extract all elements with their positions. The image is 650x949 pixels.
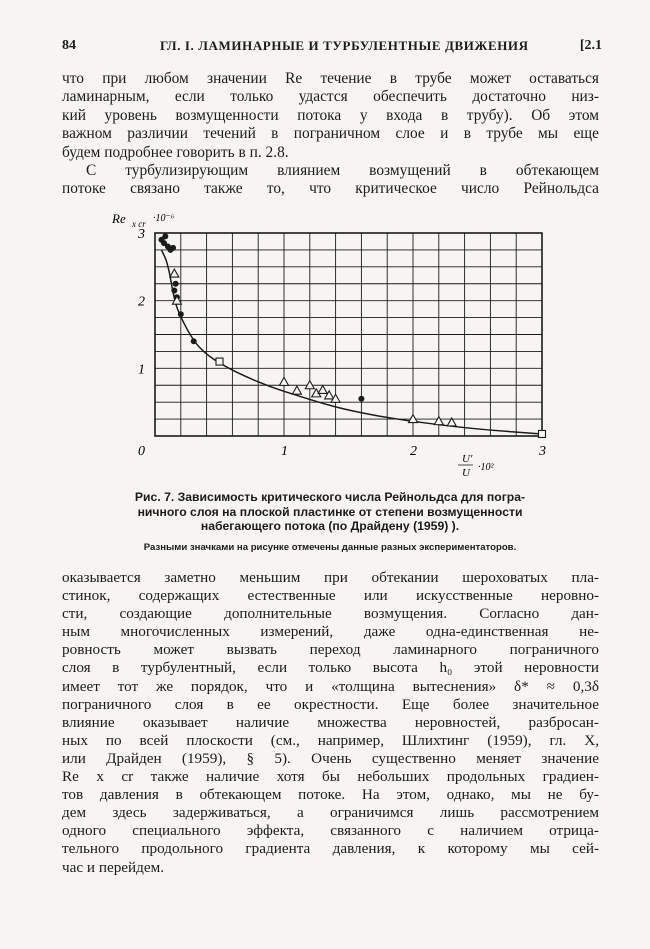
caption-line: Рис. 7. Зависимость критического числа Рейнольдса для погра- — [134, 490, 526, 504]
text-line: тельного продольного градиента давления, к которому мы сей- — [62, 840, 599, 858]
text-line: будем подробнее говорить в п. 2.8. — [62, 143, 289, 161]
data-point-dot — [358, 396, 364, 402]
paragraph-1 — [62, 70, 599, 162]
data-point-triangle — [170, 269, 179, 277]
data-point-triangle — [409, 415, 418, 423]
text-line: час и перейдем. — [62, 858, 165, 876]
x-axis-numerator: U′ — [462, 453, 473, 465]
y-axis-factor: ·10⁻⁶ — [153, 213, 175, 224]
data-point-dot — [178, 311, 184, 317]
text-line: ных по всей плоскости (см., например, Шлихтинг (1959), гл. X, — [62, 731, 599, 749]
text-line: влияние оказывает наличие множества неровностей, разбросан- — [62, 713, 599, 731]
y-tick-label: 2 — [138, 294, 145, 310]
x-tick-label: 0 — [138, 444, 145, 459]
data-point-dot — [162, 233, 168, 239]
running-header — [62, 38, 602, 58]
text-line: слоя в турбулентный, если только высота h₀ этой неровности — [62, 659, 599, 677]
text-line: или Драйден (1959), § 5). Очень существенно меняет значение — [62, 749, 599, 767]
text-line: С турбулизирующим влиянием возмущений в обтекающем — [86, 162, 599, 179]
chart-grid — [155, 233, 542, 436]
data-point-dot — [173, 281, 179, 287]
data-point-triangle — [318, 385, 327, 393]
text-line: важном различии течений в пограничном слое и в трубе мы еще — [62, 125, 599, 143]
data-markers — [158, 233, 545, 437]
data-point-triangle — [305, 381, 314, 389]
fit-curve — [161, 250, 542, 434]
text-line: оказывается заметно меньшим при обтекании шероховатых пла- — [62, 569, 599, 586]
chapter-title: ГЛ. I. ЛАМИНАРНЫЕ И ТУРБУЛЕНТНЫЕ ДВИЖЕНИЯ — [160, 38, 529, 53]
text-line: одного специального эффекта, связанного с наличием отрица- — [62, 822, 599, 840]
data-point-square — [539, 430, 546, 437]
caption-line: ничного слоя на плоской пластинке от степени возмущенности — [137, 504, 523, 519]
data-point-dot — [191, 338, 197, 344]
x-tick-label: 2 — [410, 444, 417, 459]
text-line: что при любом значении Re течение в трубе может оставаться — [62, 70, 599, 87]
x-tick-label: 3 — [539, 444, 546, 459]
page-number: 84 — [62, 38, 76, 53]
data-point-square — [216, 358, 223, 365]
caption-line: набегающего потока (по Драйдену (1959) ). — [200, 519, 460, 534]
data-point-triangle — [292, 386, 301, 394]
text-line: тов давления в обтекающем потоке. На этом, однако, мы не бу- — [62, 786, 599, 804]
y-axis-label: Re — [112, 211, 126, 226]
text-line: пограничного слоя в ее окрестности. Еще более значительное — [62, 695, 599, 713]
data-point-triangle — [280, 377, 289, 385]
text-line: кий уровень возмущенности потока у входа в трубу). Об этом — [62, 106, 599, 124]
text-line: сти, создающие дополнительные возмущения. Согласно дан- — [62, 605, 599, 623]
text-line: имеет тот же порядок, что и «толщина вытеснения» δ* ≈ 0,3δ — [62, 677, 599, 695]
text-line: ным многочисленных измерений, даже одна-единственная не- — [62, 623, 599, 641]
tick-labels — [137, 227, 546, 459]
paragraph-2 — [62, 162, 599, 199]
text-line: ровность может вызвать переход ламинарного пограничного — [62, 641, 599, 659]
data-point-dot — [170, 245, 176, 251]
y-tick-label: 3 — [138, 227, 145, 242]
x-tick-label: 1 — [281, 444, 288, 459]
text-line: ламинарным, если только удастся обеспечить достаточно низ- — [62, 88, 599, 106]
chart-svg — [100, 203, 570, 478]
data-point-triangle — [434, 417, 443, 425]
y-axis-subscript: x cr — [132, 219, 146, 229]
paragraph-3 — [62, 569, 599, 877]
x-axis-factor: ·10² — [478, 462, 494, 473]
section-number: [2.1 — [579, 38, 602, 53]
data-point-dot — [171, 288, 177, 294]
y-tick-label: 1 — [138, 362, 145, 378]
caption-note: Разными значками на рисунке отмечены данные разных экспериментаторов. — [143, 542, 517, 553]
figure-7-chart — [100, 203, 570, 478]
x-axis-denominator: U — [462, 467, 470, 478]
text-line: дем здесь задерживаться, а ограничимся лишь рассмотрением — [62, 804, 599, 822]
text-line: стинок, содержащих естественные или искусственные неровно- — [62, 587, 599, 605]
figure-caption — [100, 490, 560, 534]
text-line: Re x cr также наличие хотя бы небольших продольных градиен- — [62, 768, 599, 786]
text-line: потоке связано также то, что критическое число Рейнольдса — [62, 180, 599, 198]
